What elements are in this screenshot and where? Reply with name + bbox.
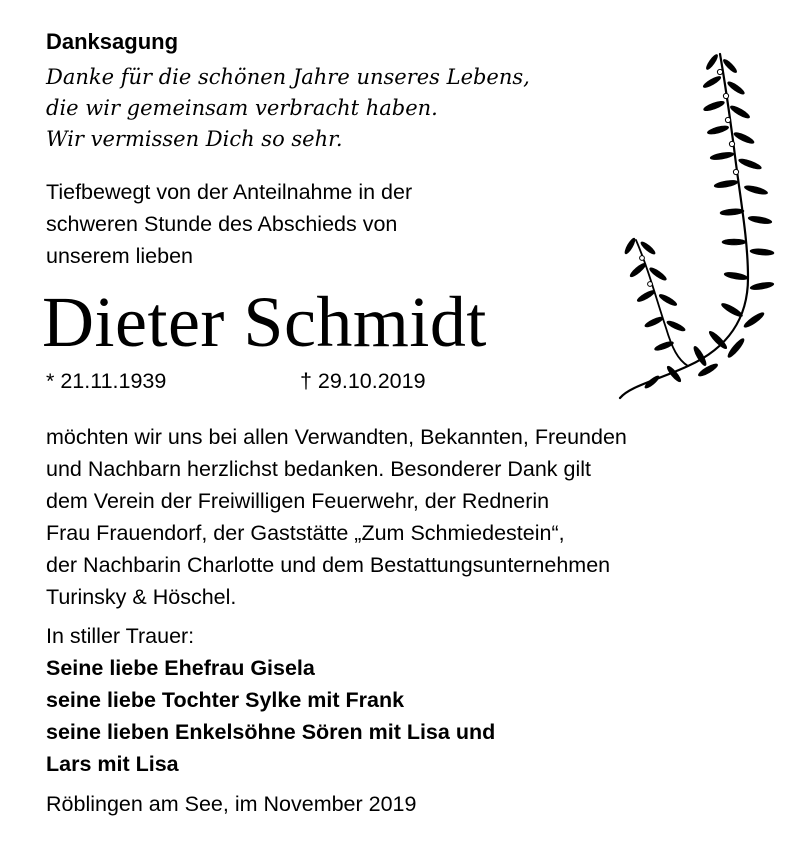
thanks-line: Frau Frauendorf, der Gaststätte „Zum Schmiedestein“, [46, 521, 565, 545]
life-dates [46, 366, 426, 396]
family-member: Lars mit Lisa [46, 752, 179, 776]
motto [46, 62, 530, 155]
thanks-line: dem Verein der Freiwilligen Feuerwehr, der Rednerin [46, 489, 550, 513]
intro-line: Tiefbewegt von der Anteilnahme in der [46, 180, 413, 204]
deceased-name: Dieter Schmidt [42, 282, 487, 362]
mourning-section [46, 620, 495, 780]
thanks-line: der Nachbarin Charlotte und dem Bestattungsunternehmen [46, 553, 611, 577]
place-date: Röblingen am See, im November 2019 [46, 792, 417, 816]
intro-line: unserem lieben [46, 244, 194, 268]
motto-line: die wir gemeinsam verbracht haben. [46, 96, 438, 120]
death-date: † 29.10.2019 [300, 369, 426, 393]
motto-line: Danke für die schönen Jahre unseres Lebens, [46, 65, 530, 89]
intro-text [46, 176, 412, 272]
thanks-text [46, 421, 627, 613]
family-list [46, 652, 495, 780]
family-member: Seine liebe Ehefrau Gisela [46, 656, 315, 680]
heading: Danksagung [46, 29, 179, 54]
intro-line: schweren Stunde des Abschieds von [46, 212, 398, 236]
thanks-line: und Nachbarn herzlichst bedanken. Besonderer Dank gilt [46, 457, 591, 481]
family-member: seine lieben Enkelsöhne Sören mit Lisa und [46, 720, 496, 744]
motto-line: Wir vermissen Dich so sehr. [46, 127, 343, 151]
herb-branch-icon [608, 48, 778, 400]
birth-date: * 21.11.1939 [46, 369, 167, 393]
family-member: seine liebe Tochter Sylke mit Frank [46, 688, 405, 712]
thanks-line: Turinsky & Höschel. [46, 585, 237, 609]
thanks-line: möchten wir uns bei allen Verwandten, Bekannten, Freunden [46, 425, 627, 449]
mourning-label: In stiller Trauer: [46, 624, 195, 648]
